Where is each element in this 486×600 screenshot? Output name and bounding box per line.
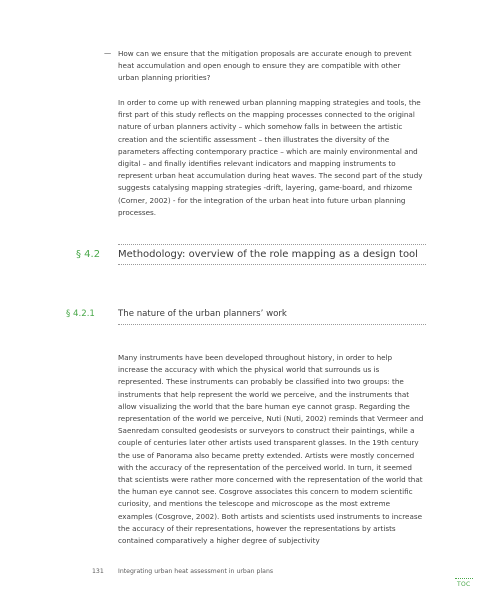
running-title: Integrating urban heat assessment in urban plans [118,568,274,575]
page-number: 131 [92,568,104,575]
body-paragraph: Many instruments have been developed throughout history, in order to help increase the accuracy with which the physical world that surrounds us is represented. These instruments can probably be classified into two groups: the instruments that help represent the world we perceive, and the instruments that allow visualizing the world that the bare human eye cannot grasp. Regarding the representation of the world we perceive, Nuti (Nuti, 2002) reminds that Vermeer and Saenredam consulted geodesists or surveyors to construct their paintings, while a couple of centuries later other artists used transparent glasses. In the 19th century the use of Panorama also became pretty extended. Artists were mostly concerned with the accuracy of the representation of the perceived world. In turn, it seemed that scientists were rather more concerned with the representation of the world that the human eye cannot see. Cosgrove associates this concern to modern scientific curiosity, and mentions the telescope and microscope as the most extreme examples (Cosgrove, 2002). Both artists and scientists used instruments to increase the accuracy of their representations, however the representations by artists contained comparatively a higher degree of subjectivity [118,353,424,546]
subsection-number: § 4.2.1 [66,309,95,319]
section-rule-bottom [118,264,426,265]
section-title: Methodology: overview of the role mapping as a design tool [118,249,418,260]
toc-link[interactable]: TOC [457,581,471,588]
intro-paragraph: In order to come up with renewed urban planning mapping strategies and tools, the first part of this study reflects on the mapping processes connected to the original nature of urban planners activity – which somehow falls in between the artistic creation and the scientific assessment – then illustrates the diversity of the parameters affecting contemporary practice – which are mainly environmental and digital – and finally identifies relevant indicators and mapping instruments to represent urban heat accumulation during heat waves. The second part of the study suggests catalysing mapping strategies -drift, layering, game-board, and rhizome (Corner, 2002) - for the integration of the urban heat into future urban planning processes. [118,98,423,217]
bullet-question-text: How can we ensure that the mitigation proposals are accurate enough to prevent heat accumulation and open enough to ensure they are compatible with other urban planning priorities? [118,49,412,83]
toc-underline [455,578,473,579]
bullet-dash: — [104,48,112,57]
subsection-rule [118,324,426,325]
subsection-title: The nature of the urban planners’ work [118,309,287,319]
section-rule-top [118,244,426,245]
section-number: § 4.2 [76,249,101,260]
